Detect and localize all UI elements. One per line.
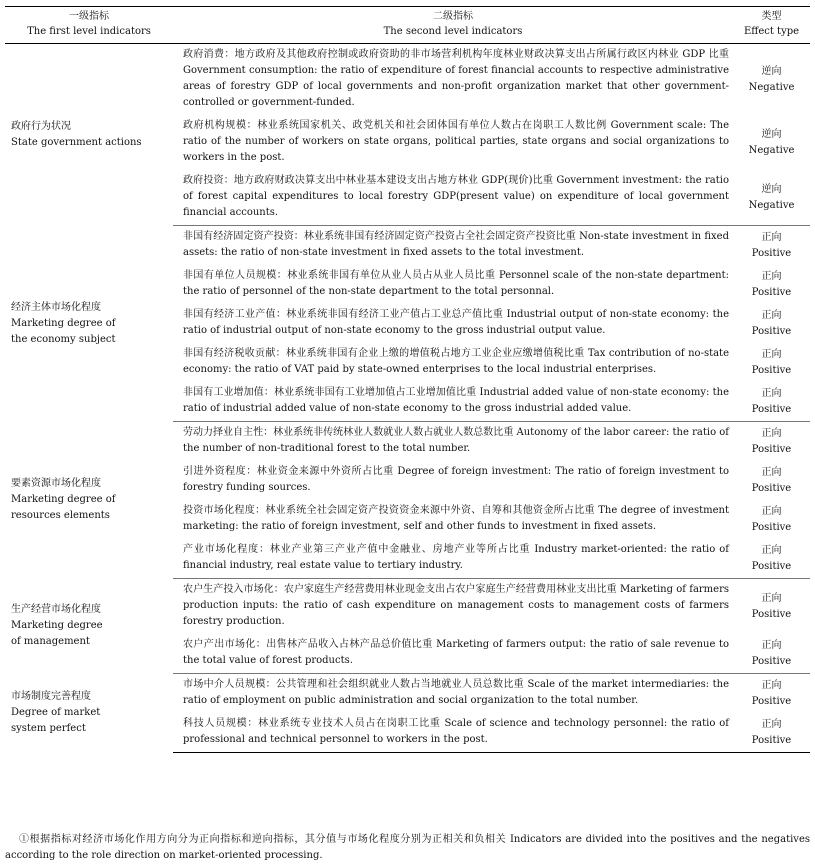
effect-type — [733, 304, 810, 343]
header-second-level-cn: 二级指标 — [433, 11, 473, 22]
effect-type-en: Positive — [751, 443, 792, 455]
effect-type — [733, 579, 810, 635]
effect-type — [733, 713, 810, 753]
effect-type-en: Positive — [751, 734, 792, 746]
second-level-indicator: 投资市场化程度：林业系统全社会固定资产投资资金来源中外资、自筹和其他资金所占比重 The degree of investment marketing: the ratio of foreign investment, self and other funds to investment in fixed assets. — [183, 505, 729, 532]
second-level-indicator: 引进外资程度：林业资金来源中外资所占比重 Degree of foreign investment: The ratio of foreign investment to forestry funding sources. — [183, 466, 729, 493]
first-level-en: Marketing degree of — [11, 494, 116, 505]
table-row — [5, 422, 810, 462]
first-level-cn: 要素资源市场化程度 — [11, 478, 101, 489]
first-level-indicator — [5, 422, 173, 579]
indicator-table — [5, 6, 810, 753]
effect-type — [733, 422, 810, 462]
second-level-indicator: 农户产出市场化：出售林产品收入占林产品总价值比重 Marketing of farmers output: the ratio of sale revenue to the total value of forest products. — [173, 634, 733, 674]
header-first-level — [5, 7, 173, 44]
first-level-indicator — [5, 674, 173, 753]
first-level-cn: 生产经营市场化程度 — [11, 604, 101, 615]
effect-type — [733, 461, 810, 500]
effect-type-cn: 正向 — [761, 427, 782, 439]
effect-type — [733, 343, 810, 382]
table-row — [5, 226, 810, 266]
table-row — [5, 579, 810, 635]
second-level-indicator: 非国有工业增加值：林业系统非国有工业增加值占工业增加值比重 Industrial added value of non-state economy: the ratio of industrial added value of non-state economy to the gross industrial added value. — [173, 382, 733, 422]
first-level-indicator — [5, 579, 173, 674]
effect-type-en: Negative — [748, 144, 795, 156]
first-level-indicator — [5, 44, 173, 226]
effect-type — [733, 500, 810, 539]
first-level-indicator — [5, 226, 173, 422]
effect-type — [733, 226, 810, 266]
effect-type — [733, 265, 810, 304]
second-level-indicator: 农户生产投入市场化：农户家庭生产经营费用林业现金支出占农户家庭生产经营费用林业支出比重 Marketing of farmers production inputs: the ratio of cash expenditure on management costs to management costs of farmers forestry production. — [183, 584, 729, 627]
effect-type — [733, 115, 810, 170]
effect-type-en: Positive — [751, 521, 792, 533]
first-level-cn: 政府行为状况 — [11, 120, 71, 132]
first-level-en: the economy subject — [11, 333, 116, 345]
effect-type-en: Positive — [751, 560, 792, 572]
header-effect-type — [733, 7, 810, 44]
table-body — [5, 44, 810, 753]
effect-type-en: Positive — [751, 364, 792, 376]
second-level-indicator: 劳动力择业自主性：林业系统非传统林业人数就业人数占就业人数总数比重 Autonomy of the labor career: the ratio of the number of non-traditional forest to the total number. — [183, 427, 729, 454]
effect-type — [733, 44, 810, 116]
effect-type — [733, 539, 810, 579]
table-row — [5, 44, 810, 116]
header-first-level-cn: 一级指标 — [69, 11, 109, 22]
second-level-indicator: 产业市场化程度：林业产业第三产业产值中金融业、房地产业等所占比重 Industry market-oriented: the ratio of financial industry, real estate value to tertiary industry. — [173, 539, 733, 579]
header-first-level-en: The first level indicators — [27, 26, 151, 37]
effect-type — [733, 674, 810, 714]
header-effect-type-cn: 类型 — [761, 11, 782, 22]
table-row — [5, 674, 810, 714]
first-level-en: system perfect — [11, 723, 86, 734]
first-level-en: resources elements — [11, 510, 110, 521]
second-level-indicator: 政府机构规模：林业系统国家机关、政党机关和社会团体国有单位人数占在岗职工人数比例 Government scale: The ratio of the number of workers on state organs, political parties, state organs and social organizations to workers in the post. — [183, 120, 729, 163]
effect-type-en: Positive — [751, 655, 792, 667]
effect-type-en: Negative — [748, 81, 795, 93]
effect-type-en: Positive — [751, 695, 792, 707]
header-second-level-en: The second level indicators — [383, 26, 523, 37]
header-second-level — [173, 7, 733, 44]
effect-type-cn: 逆向 — [761, 183, 782, 195]
first-level-cn: 经济主体市场化程度 — [11, 301, 101, 313]
effect-type-cn: 正向 — [761, 505, 782, 517]
first-level-en: Degree of market — [11, 707, 101, 718]
effect-type-cn: 正向 — [761, 639, 782, 651]
effect-type-en: Positive — [751, 403, 792, 415]
effect-type-cn: 逆向 — [761, 65, 782, 77]
effect-type-cn: 正向 — [761, 466, 782, 478]
second-level-indicator: 政府投资：地方政府财政决算支出中林业基本建设支出占地方林业 GDP(现价)比重 Government investment: the ratio of forest capital expenditures to local forestry GDP(present value) on expenditure of local government financial accounts. — [173, 170, 733, 226]
effect-type-cn: 正向 — [761, 348, 782, 360]
effect-type-en: Positive — [751, 325, 792, 337]
second-level-indicator: 非国有单位人员规模：林业系统非国有单位从业人员占从业人员比重 Personnel scale of the non-state department: the ratio of personnel of the non-state department to the total personnal. — [183, 270, 729, 297]
first-level-en: of management — [11, 636, 90, 647]
effect-type-en: Positive — [751, 247, 792, 259]
first-level-en: Marketing degree — [11, 620, 103, 631]
effect-type-cn: 逆向 — [761, 128, 782, 140]
first-level-en: Marketing degree of — [11, 317, 116, 329]
effect-type-cn: 正向 — [761, 679, 782, 691]
second-level-indicator: 非国有经济固定资产投资：林业系统非国有经济固定资产投资占全社会固定资产投资比重 Non-state investment in fixed assets: the ratio of non-state investment in fixed assets to the total investment. — [183, 231, 729, 258]
effect-type-en: Positive — [751, 482, 792, 494]
effect-type-cn: 正向 — [761, 592, 782, 604]
second-level-indicator: 非国有经济工业产值：林业系统非国有经济工业产值占工业总产值比重 Industrial output of non-state economy: the ratio of industrial output of non-state economy to the gross industrial output value. — [183, 309, 729, 336]
effect-type-cn: 正向 — [761, 231, 782, 243]
first-level-cn: 市场制度完善程度 — [11, 691, 91, 702]
effect-type-cn: 正向 — [761, 544, 782, 556]
second-level-indicator: 科技人员规模：林业系统专业技术人员占在岗职工比重 Scale of science and technology personnel: the ratio of professional and technical personnel to workers in the post. — [173, 713, 733, 753]
effect-type-en: Positive — [751, 608, 792, 620]
footnote: ①根据指标对经济市场化作用方向分为正向指标和逆向指标，其分值与市场化程度分别为正相关和负相关 Indicators are divided into the positives and the negatives according to the role direction on market-oriented processing. — [5, 834, 810, 861]
second-level-indicator: 市场中介人员规模：公共管理和社会组织就业人数占当地就业人员总数比重 Scale of the market intermediaries: the ratio of employment on public administration and social organization to the total number. — [183, 679, 729, 706]
first-level-en: State government actions — [11, 136, 142, 148]
effect-type-cn: 正向 — [761, 270, 782, 282]
second-level-indicator: 非国有经济税收贡献：林业系统非国有企业上缴的增值税占地方工业企业应缴增值税比重 Tax contribution of no-state economy: the ratio of VAT paid by state-owned enterprises to the local industrial enterprises. — [183, 348, 729, 375]
effect-type — [733, 382, 810, 422]
second-level-indicator: 政府消费：地方政府及其他政府控制或政府资助的非市场营利机构年度林业财政决算支出占所属行政区内林业 GDP 比重 Government consumption: the ratio of expenditure of forest financial accounts to respective administrative areas of forestry GDP of local governments and non-profit organization market that other government-controlled or government-funded. — [183, 49, 729, 108]
effect-type-cn: 正向 — [761, 387, 782, 399]
effect-type — [733, 170, 810, 226]
effect-type-cn: 正向 — [761, 718, 782, 730]
table-header — [5, 7, 810, 44]
effect-type-cn: 正向 — [761, 309, 782, 321]
effect-type-en: Positive — [751, 286, 792, 298]
effect-type-en: Negative — [748, 199, 795, 211]
header-effect-type-en: Effect type — [743, 26, 800, 37]
effect-type — [733, 634, 810, 674]
